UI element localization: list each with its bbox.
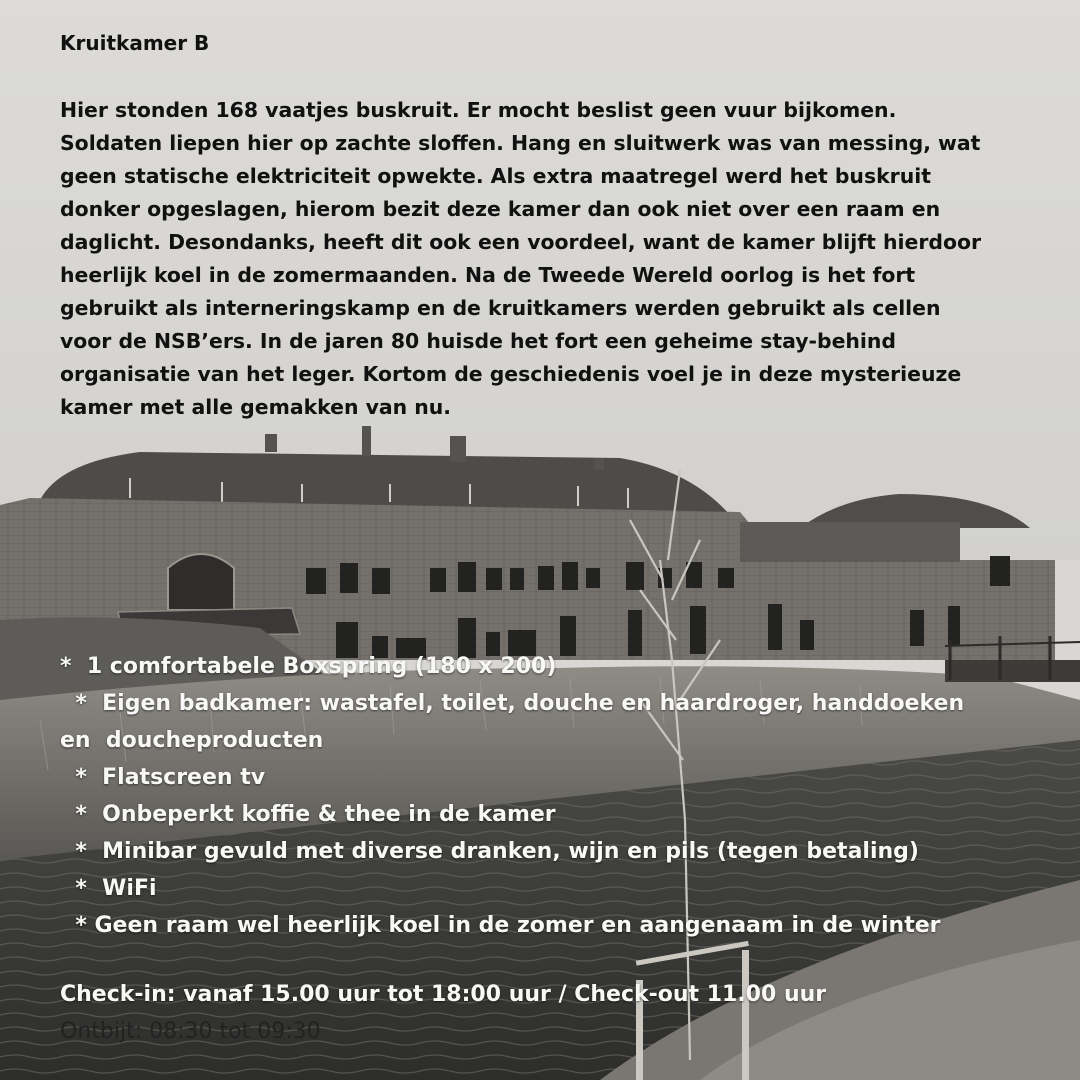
amenity-item: * Geen raam wel heerlijk koel in de zomer en aangenaam in de winter	[60, 913, 941, 938]
description-line: geen statische elektriciteit opwekte. Als extra maatregel werd het buskruit	[60, 164, 931, 188]
amenity-item: * Minibar gevuld met diverse dranken, wijn en pils (tegen betaling)	[60, 839, 919, 864]
room-description	[60, 94, 1050, 424]
description-line: daglicht. Desondanks, heeft dit ook een voordeel, want de kamer blijft hierdoor	[60, 230, 982, 254]
amenity-item: en doucheproducten	[60, 728, 324, 753]
checkin-times: Check-in: vanaf 15.00 uur tot 18:00 uur / Check-out 11.00 uur	[60, 982, 827, 1007]
description-line: kamer met alle gemakken van nu.	[60, 395, 452, 419]
amenities-list	[60, 648, 1060, 944]
amenity-item: * Onbeperkt koffie & thee in de kamer	[60, 802, 556, 827]
description-line: voor de NSB’ers. In de jaren 80 huisde het fort een geheime stay-behind	[60, 329, 897, 353]
description-line: donker opgeslagen, hierom bezit deze kamer dan ook niet over een raam en	[60, 197, 941, 221]
description-line: gebruikt als interneringskamp en de kruitkamers werden gebruikt als cellen	[60, 296, 941, 320]
description-line: Soldaten liepen hier op zachte sloffen. Hang en sluitwerk was van messing, wat	[60, 131, 981, 155]
description-line: organisatie van het leger. Kortom de geschiedenis voel je in deze mysterieuze	[60, 362, 962, 386]
amenity-item: * Flatscreen tv	[60, 765, 266, 790]
breakfast-times: Ontbijt: 08:30 tot 09:30	[60, 1019, 321, 1044]
amenity-item: * 1 comfortabele Boxspring (180 x 200)	[60, 654, 557, 679]
amenity-item: * WiFi	[60, 876, 157, 901]
description-line: Hier stonden 168 vaatjes buskruit. Er mocht beslist geen vuur bijkomen.	[60, 98, 897, 122]
description-line: heerlijk koel in de zomermaanden. Na de Tweede Wereld oorlog is het fort	[60, 263, 916, 287]
amenity-item: * Eigen badkamer: wastafel, toilet, douche en haardroger, handdoeken	[60, 691, 965, 716]
room-title: Kruitkamer B	[60, 31, 210, 55]
